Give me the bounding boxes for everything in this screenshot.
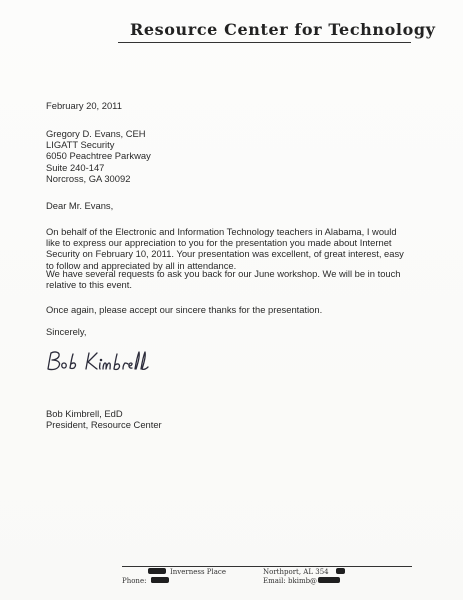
paragraph-line: On behalf of the Electronic and Information Technology teachers in Alabama, I would — [46, 226, 397, 237]
paragraph-line: like to express our appreciation to you for the presentation you made about Internet — [46, 237, 392, 249]
recipient-line: Suite 240-147 — [46, 161, 105, 173]
paragraph-line: We have several requests to ask you back for our June workshop. We will be in touch — [46, 268, 401, 279]
recipient-address — [46, 128, 151, 184]
footer-contact-row — [120, 577, 420, 586]
recipient-line: Norcross, GA 30092 — [46, 172, 131, 184]
signer-title: President, Resource Center — [46, 419, 162, 431]
letterhead-rule — [118, 42, 411, 43]
paragraph-line: relative to this event. — [46, 279, 132, 291]
paragraph-line: Once again, please accept our sincere thanks for the presentation. — [46, 304, 323, 315]
paragraph-line: to follow and appreciated by all in attendance. — [46, 259, 237, 271]
letterhead-footer — [120, 568, 420, 586]
signer-block — [46, 408, 162, 430]
salutation: Dear Mr. Evans, — [46, 200, 114, 211]
handwritten-signature — [42, 347, 152, 386]
footer-rule — [122, 566, 412, 567]
footer-phone-label: Phone: — [122, 577, 147, 585]
recipient-line: 6050 Peachtree Parkway — [46, 150, 151, 162]
letter-date: February 20, 2011 — [46, 100, 122, 111]
paragraph-line: Security on February 10, 2011. Your presentation was excellent, of great interest, easy — [46, 248, 404, 260]
body-paragraph — [46, 304, 418, 315]
footer-address-row — [120, 568, 420, 577]
recipient-line: LIGATT Security — [46, 139, 115, 151]
signature-drawing — [42, 347, 152, 381]
letterhead-title: Resource Center for Technology — [130, 20, 436, 39]
footer-email-label: Email: bkimb@ — [263, 577, 318, 585]
recipient-line: Gregory D. Evans, CEH — [46, 128, 146, 139]
body-paragraph — [46, 226, 418, 271]
signer-name: Bob Kimbrell, EdD — [46, 408, 123, 419]
footer-city: Northport, AL 354 — [263, 568, 329, 576]
body-paragraph — [46, 268, 418, 290]
footer-address: Inverness Place — [170, 568, 226, 576]
closing: Sincerely, — [46, 326, 87, 337]
